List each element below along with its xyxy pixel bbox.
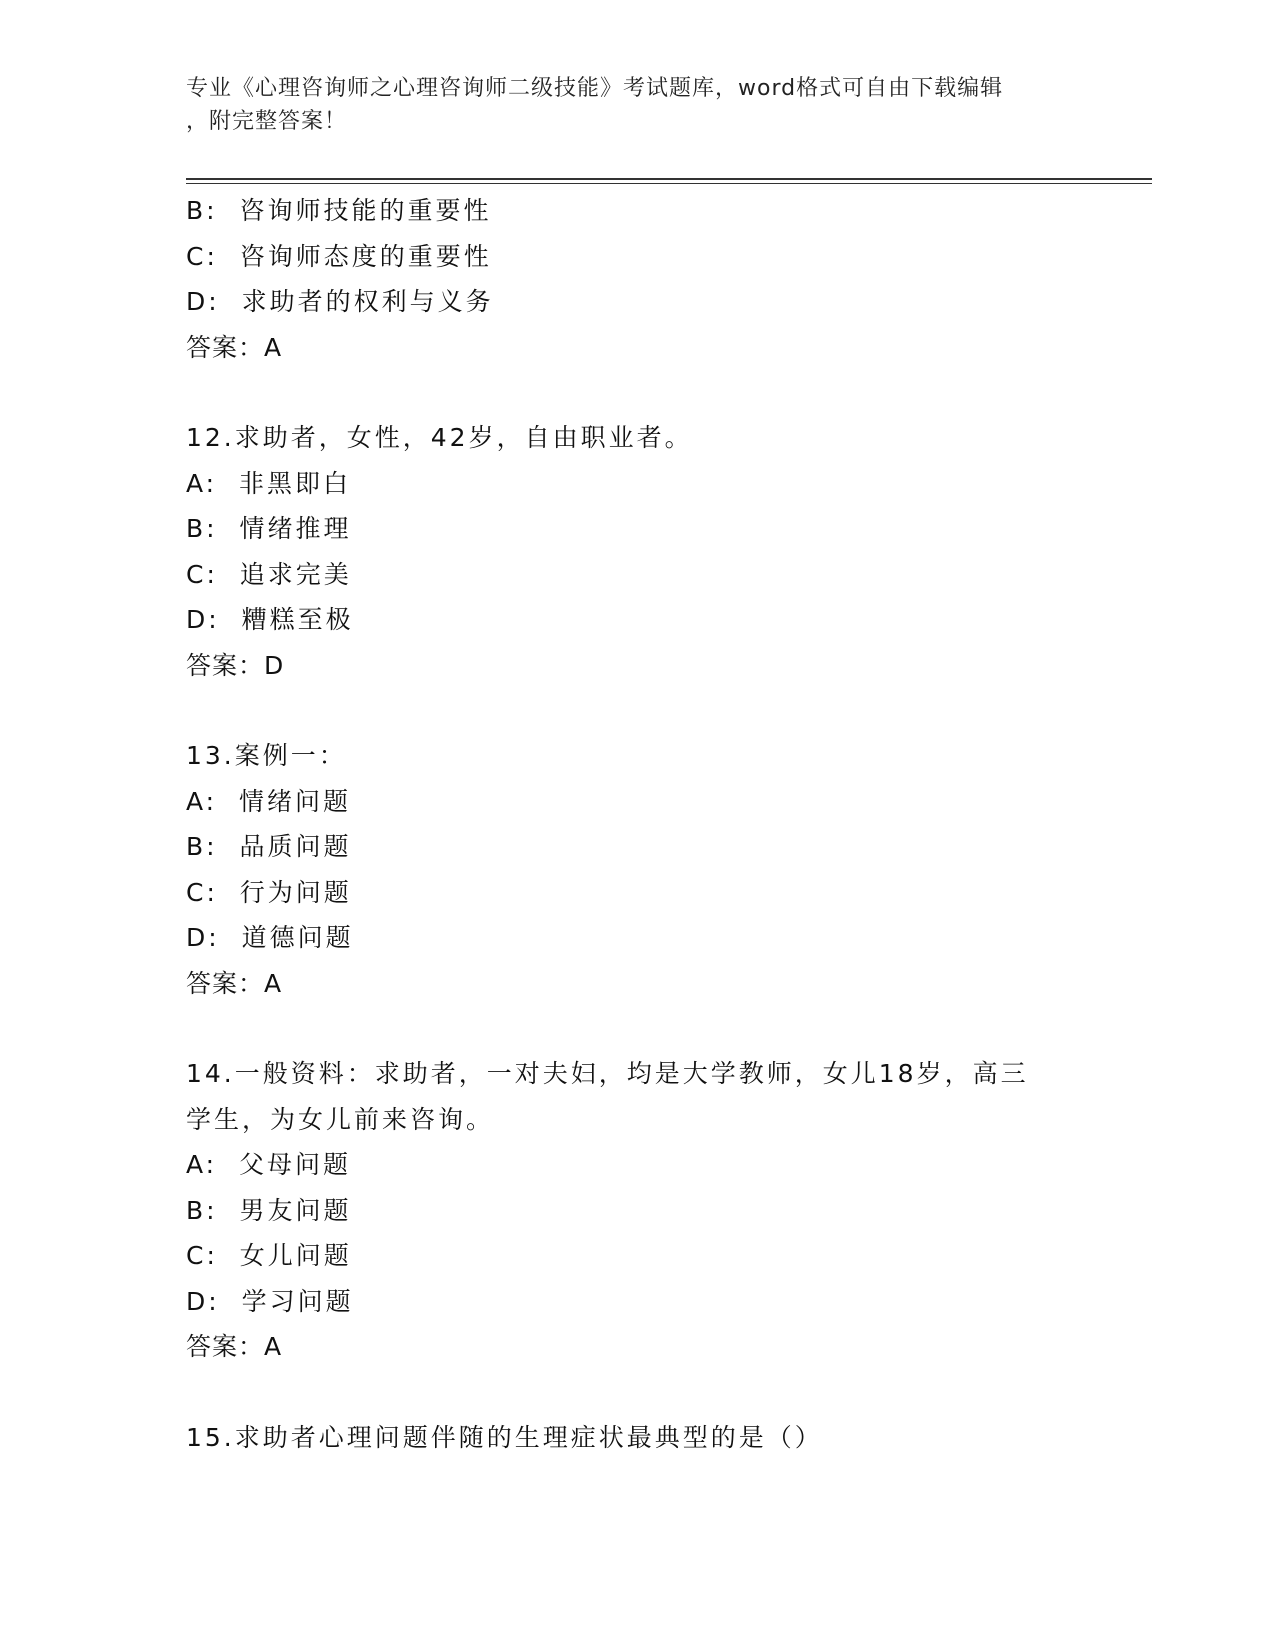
question-stem-continued: 学生，为女儿前来咨询。 (186, 1104, 495, 1134)
question-list (186, 188, 1066, 1460)
option-d: D: 糟糕至极 (186, 605, 354, 634)
option-a: A: 父母问题 (186, 1150, 351, 1179)
answer-line: 答案：A (186, 1332, 283, 1361)
option-c: C: 追求完美 (186, 559, 352, 589)
answer-line: 答案：A (186, 332, 283, 362)
header-line-1: 专业《心理咨询师之心理咨询师二级技能》考试题库，word格式可自由下载编辑 (186, 76, 1004, 101)
question-stem: 14.一般资料：求助者，一对夫妇，均是大学教师，女儿18岁，高三 (186, 1059, 1029, 1088)
document-header (186, 72, 1066, 138)
option-b: B: 男友问题 (186, 1195, 352, 1225)
question-11-continuation (186, 188, 1066, 370)
question-12 (186, 415, 1066, 688)
spacer (186, 688, 1066, 733)
option-a: A: 情绪问题 (186, 786, 351, 816)
question-13 (186, 733, 1066, 1006)
header-divider-top (186, 178, 1152, 180)
option-b: B: 情绪推理 (186, 514, 352, 543)
option-c: C: 咨询师态度的重要性 (186, 241, 492, 271)
header-line-2: ，附完整答案！ (186, 109, 348, 134)
spacer (186, 1370, 1066, 1415)
question-stem: 12.求助者，女性，42岁，自由职业者。 (186, 423, 693, 452)
option-a: A: 非黑即白 (186, 468, 351, 498)
answer-line: 答案：A (186, 968, 283, 998)
question-stem: 15.求助者心理问题伴随的生理症状最典型的是（） (186, 1422, 823, 1452)
spacer (186, 370, 1066, 415)
option-c: C: 女儿问题 (186, 1241, 352, 1270)
option-d: D: 学习问题 (186, 1286, 354, 1316)
option-b: B: 品质问题 (186, 832, 352, 861)
question-stem: 13.案例一： (186, 741, 347, 770)
option-d: D: 求助者的权利与义务 (186, 287, 494, 316)
option-b: B: 咨询师技能的重要性 (186, 196, 492, 225)
answer-line: 答案：D (186, 650, 285, 680)
question-14 (186, 1051, 1066, 1370)
option-d: D: 道德问题 (186, 923, 354, 952)
header-divider-bottom (186, 183, 1152, 184)
question-15 (186, 1415, 1066, 1461)
option-c: C: 行为问题 (186, 877, 352, 907)
spacer (186, 1006, 1066, 1051)
